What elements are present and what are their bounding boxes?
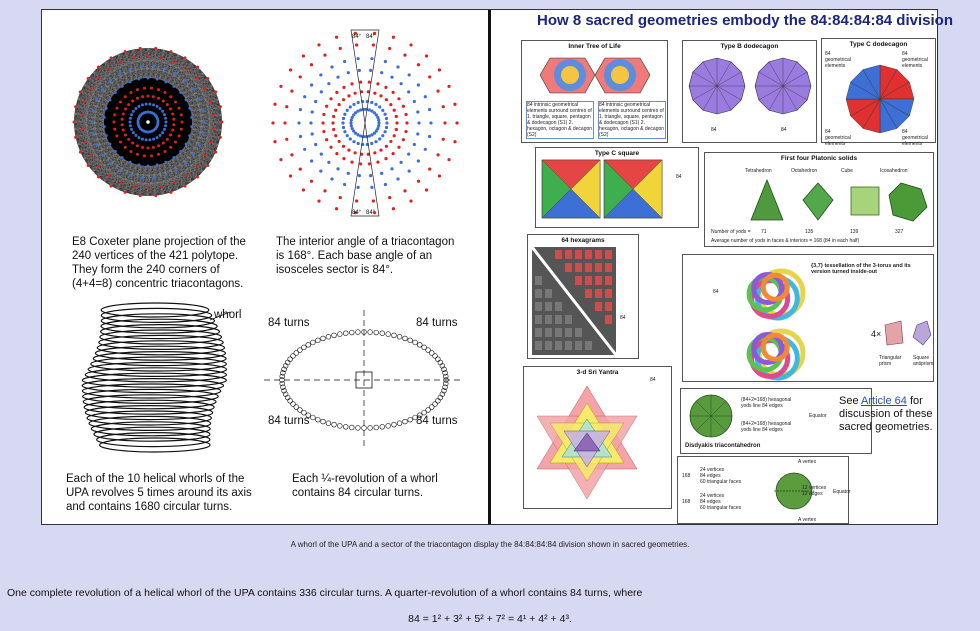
vertex-equator: Equator <box>833 489 851 495</box>
turns-label-top-right: 84 turns <box>416 317 458 329</box>
vertex-edges-c-top: 60 triangular faces <box>700 479 742 485</box>
svg-text:84°: 84° <box>366 210 376 216</box>
inner-tree-shape <box>530 53 660 98</box>
right-panel-title: How 8 sacred geometries embody the 84:84:84:84 division <box>537 12 953 29</box>
svg-text:84°: 84° <box>366 34 376 40</box>
platonic-solids-box: First four Platonic solids Tetrahedron Octahedron Cube Icosahedron Number of yods = 71 135 139 327 Average number of yods in faces & interiors = 168 (84 in each half) <box>704 152 934 247</box>
disdyakis-shape <box>687 393 735 439</box>
average-yods: Average number of yods in faces & interiors = 168 (84 in each half) <box>711 238 860 244</box>
vertex-edges-b-bottom: 84 edges <box>700 499 721 505</box>
whorl-label: whorl <box>214 309 242 321</box>
panel-divider <box>488 10 491 524</box>
turns-label-bottom-left: 84 turns <box>268 415 310 427</box>
figure-panel <box>41 9 953 525</box>
turns-label-top-left: 84 turns <box>268 317 310 329</box>
type-c-square-box: Type C square 84 <box>535 147 699 228</box>
article-note: See Article 64 for discussion of these sacred geometries. <box>839 395 933 433</box>
torus-label: {3,7} tessellation of the 3-torus and its version turned inside-out <box>811 263 911 275</box>
yods-0: 71 <box>761 229 767 235</box>
platonic-name-1: Octahedron <box>791 168 818 174</box>
vertex-top-label: A vertex <box>798 459 817 465</box>
svg-text:84°: 84° <box>352 34 362 40</box>
sri-yantra-value: 84 <box>650 377 656 383</box>
type-b-dodecagons <box>687 53 813 123</box>
vertex-edges-a-top: 24 vertices <box>700 467 725 473</box>
type-c-dodecagon-box: Type C dodecagon 84 geometrical elements 84 geometrical elements 84 geometrical elements 84 geometrical elements <box>821 38 936 143</box>
disdyakis-note-bottom: (84+2=168) hexagonal yods line 84 edges <box>741 421 792 433</box>
vertex-box <box>677 456 849 524</box>
disdyakis-equator: Equator <box>809 413 827 419</box>
type-b-dodecagon-box: Type B dodecagon 84 84 <box>682 40 817 143</box>
vertex-edges-c-bottom: 60 triangular faces <box>700 505 742 511</box>
triacontagon-caption: The interior angle of a triacontagon is 168°. Each base angle of an isosceles sector is 84°. <box>276 236 455 276</box>
type-c-squares <box>540 160 665 220</box>
yods-label: Number of yods = <box>711 229 751 235</box>
sri-yantra-shape <box>532 381 642 501</box>
article-64-link[interactable]: Article 64 <box>861 395 907 407</box>
type-c-dodecagon-shape <box>844 63 916 135</box>
body-paragraph: One complete revolution of a helical whorl of the UPA contains 336 circular turns. A quarter-revolution of a whorl contains 84 turns, where <box>7 587 643 599</box>
vertex-edges-b-top: 84 edges <box>700 473 721 479</box>
disdyakis-label: Disdyakis triacontahedron <box>685 443 761 449</box>
turns-label-bottom-right: 84 turns <box>416 415 458 427</box>
upa-whorl-drawing <box>70 300 240 460</box>
hexagram-grid <box>532 247 616 355</box>
yods-2: 139 <box>850 229 859 235</box>
prism-b-label: Square antiprism <box>913 355 934 367</box>
yods-1: 135 <box>805 229 814 235</box>
type-b-value-right: 84 <box>781 127 787 133</box>
prism-a-label: Triangular prism <box>879 355 902 367</box>
hexagrams-box: 64 hexagrams 84 <box>527 234 639 359</box>
torus-value: 84 <box>713 289 719 295</box>
type-c-square-value: 84 <box>676 174 682 180</box>
type-c-corner-text-bl: 84 geometrical elements <box>825 129 851 147</box>
type-c-corner-text-tr: 84 geometrical elements <box>902 51 928 69</box>
platonic-solid-shapes <box>743 175 933 225</box>
type-c-corner-text-tl: 84 geometrical elements <box>825 51 851 69</box>
type-b-value-left: 84 <box>711 127 717 133</box>
inner-tree-note-left: 84 intrinsic geometrical elements surround centres of 1. triangle, square, pentagon & dodecagon (S1) 2. hexagon, octagon & decagon (S2) <box>527 102 593 138</box>
vertex-edges-a-bottom: 24 vertices <box>700 493 725 499</box>
torus-count-a: 4× <box>871 329 882 339</box>
vertex-bottom-label: A vertex <box>798 517 817 523</box>
vertex-side-b: 12 edges <box>802 491 823 497</box>
yods-3: 327 <box>895 229 904 235</box>
quarter-caption: Each ¼-revolution of a whorl contains 84 circular turns. <box>292 473 438 499</box>
upa-caption: Each of the 10 helical whorls of the UPA revolves 5 times around its axis and contains 1680 circular turns. <box>66 473 252 513</box>
torus-box <box>682 254 934 382</box>
inner-tree-box: Inner Tree of Life 84 intrinsic geometrical elements surround centres of 1. triangle, square, pentagon & dodecagon (S1) 2. hexagon, octagon & decagon (S2) 84 intrinsic geometrical elements surround centres of 1. triangle, square, pentagon & dodecagon (S1) 2. hexagon, octagon & decagon (S2) <box>521 40 668 143</box>
disdyakis-note-top: (84+2=168) hexagonal yods line 84 edges <box>741 397 792 409</box>
platonic-name-0: Tetrahedron <box>745 168 772 174</box>
sri-yantra-box: 3-d Sri Yantra 84 <box>523 366 672 509</box>
inner-tree-note-right: 84 intrinsic geometrical elements surround centres of 1. triangle, square, pentagon & dodecagon (S1) 2. hexagon, octagon & decagon (S2) <box>599 102 665 138</box>
platonic-name-2: Cube <box>841 168 853 174</box>
type-c-corner-text-br: 84 geometrical elements <box>902 129 928 147</box>
vertex-num-top: 168 <box>682 473 691 479</box>
prism-shapes <box>883 319 933 347</box>
figure-caption: A whorl of the UPA and a sector of the triacontagon display the 84:84:84:84 division shown in sacred geometries. <box>290 540 690 549</box>
svg-text:84°: 84° <box>352 210 362 216</box>
hexagrams-value: 84 <box>620 315 626 321</box>
formula: 84 = 1² + 3² + 5² + 7² = 4¹ + 4² + 4³. <box>408 613 572 625</box>
torus-shapes <box>723 261 823 381</box>
triacontagon-sector-diagram <box>270 28 460 218</box>
e8-coxeter-projection <box>73 22 223 222</box>
quarter-revolution-diagram <box>264 310 464 450</box>
vertex-side-a: 12 vertices <box>802 485 827 491</box>
platonic-name-3: Icosahedron <box>880 168 908 174</box>
vertex-num-bottom: 168 <box>682 499 691 505</box>
coxeter-caption: E8 Coxeter plane projection of the 240 vertices of the 421 polytope. They form the 240 corners of (4+4=8) concentric triacontagons. <box>72 236 246 290</box>
